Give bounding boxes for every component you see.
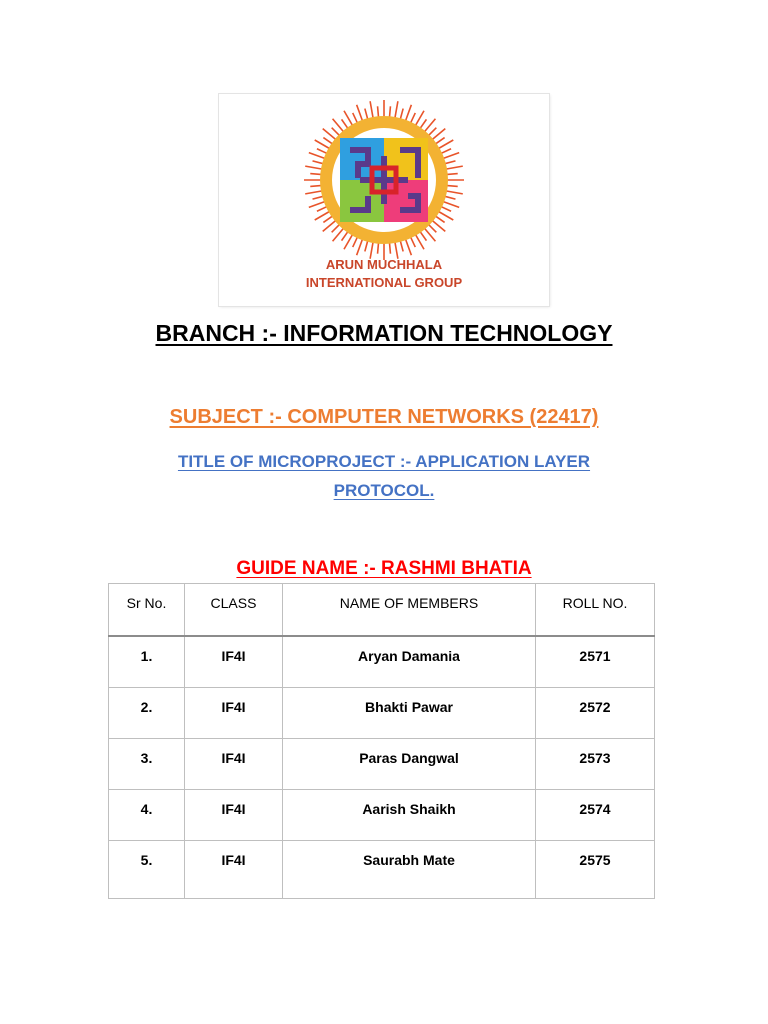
logo-ray [309, 201, 326, 207]
group-logo [219, 94, 549, 306]
members-table [108, 583, 655, 899]
header-roll-no: ROLL NO. [536, 584, 655, 637]
logo-ray [442, 201, 459, 207]
table-row [109, 790, 655, 841]
logo-line1: ARUN MUCHHALA [325, 257, 443, 272]
table-row [109, 841, 655, 899]
cell-sr-no: 4. [109, 790, 185, 841]
cell-roll-no: 2574 [536, 790, 655, 841]
logo-ray [357, 238, 363, 255]
cell-class: IF4I [185, 636, 283, 688]
subject-heading: SUBJECT :- COMPUTER NETWORKS (22417) [169, 406, 599, 428]
cell-member-name: Bhakti Pawar [283, 688, 536, 739]
logo-ray [305, 191, 323, 194]
logo-ray [357, 105, 363, 122]
header-class: CLASS [185, 584, 283, 637]
cell-roll-no: 2575 [536, 841, 655, 899]
table-row [109, 636, 655, 688]
logo-ray [305, 166, 323, 169]
guide-name: GUIDE NAME :- RASHMI BHATIA [236, 558, 532, 579]
logo-frame [219, 94, 549, 306]
logo-ray [395, 101, 398, 119]
microproject-title-line1: TITLE OF MICROPROJECT :- APPLICATION LAYER [177, 452, 591, 471]
cell-class: IF4I [185, 688, 283, 739]
table-header-row [109, 584, 655, 637]
header-name-of-members: NAME OF MEMBERS [283, 584, 536, 637]
logo-ray [370, 101, 373, 119]
microproject-title-line2: PROTOCOL. [333, 481, 435, 500]
cell-member-name: Paras Dangwal [283, 739, 536, 790]
branch-heading: BRANCH :- INFORMATION TECHNOLOGY [155, 320, 613, 346]
logo-ray [405, 105, 411, 122]
cell-roll-no: 2571 [536, 636, 655, 688]
table-row [109, 739, 655, 790]
logo-line2: INTERNATIONAL GROUP [305, 275, 463, 290]
cell-sr-no: 1. [109, 636, 185, 688]
cell-member-name: Aarish Shaikh [283, 790, 536, 841]
cell-sr-no: 3. [109, 739, 185, 790]
cell-sr-no: 2. [109, 688, 185, 739]
logo-ray [445, 166, 463, 169]
logo-ray [442, 153, 459, 159]
cell-sr-no: 5. [109, 841, 185, 899]
cell-class: IF4I [185, 841, 283, 899]
header-sr-no: Sr No. [109, 584, 185, 637]
cell-class: IF4I [185, 790, 283, 841]
logo-ray [445, 191, 463, 194]
cell-class: IF4I [185, 739, 283, 790]
logo-ray [309, 153, 326, 159]
table-row [109, 688, 655, 739]
cell-member-name: Saurabh Mate [283, 841, 536, 899]
cell-roll-no: 2572 [536, 688, 655, 739]
logo-emblem [340, 138, 428, 222]
logo-ray [405, 238, 411, 255]
cell-roll-no: 2573 [536, 739, 655, 790]
cell-member-name: Aryan Damania [283, 636, 536, 688]
